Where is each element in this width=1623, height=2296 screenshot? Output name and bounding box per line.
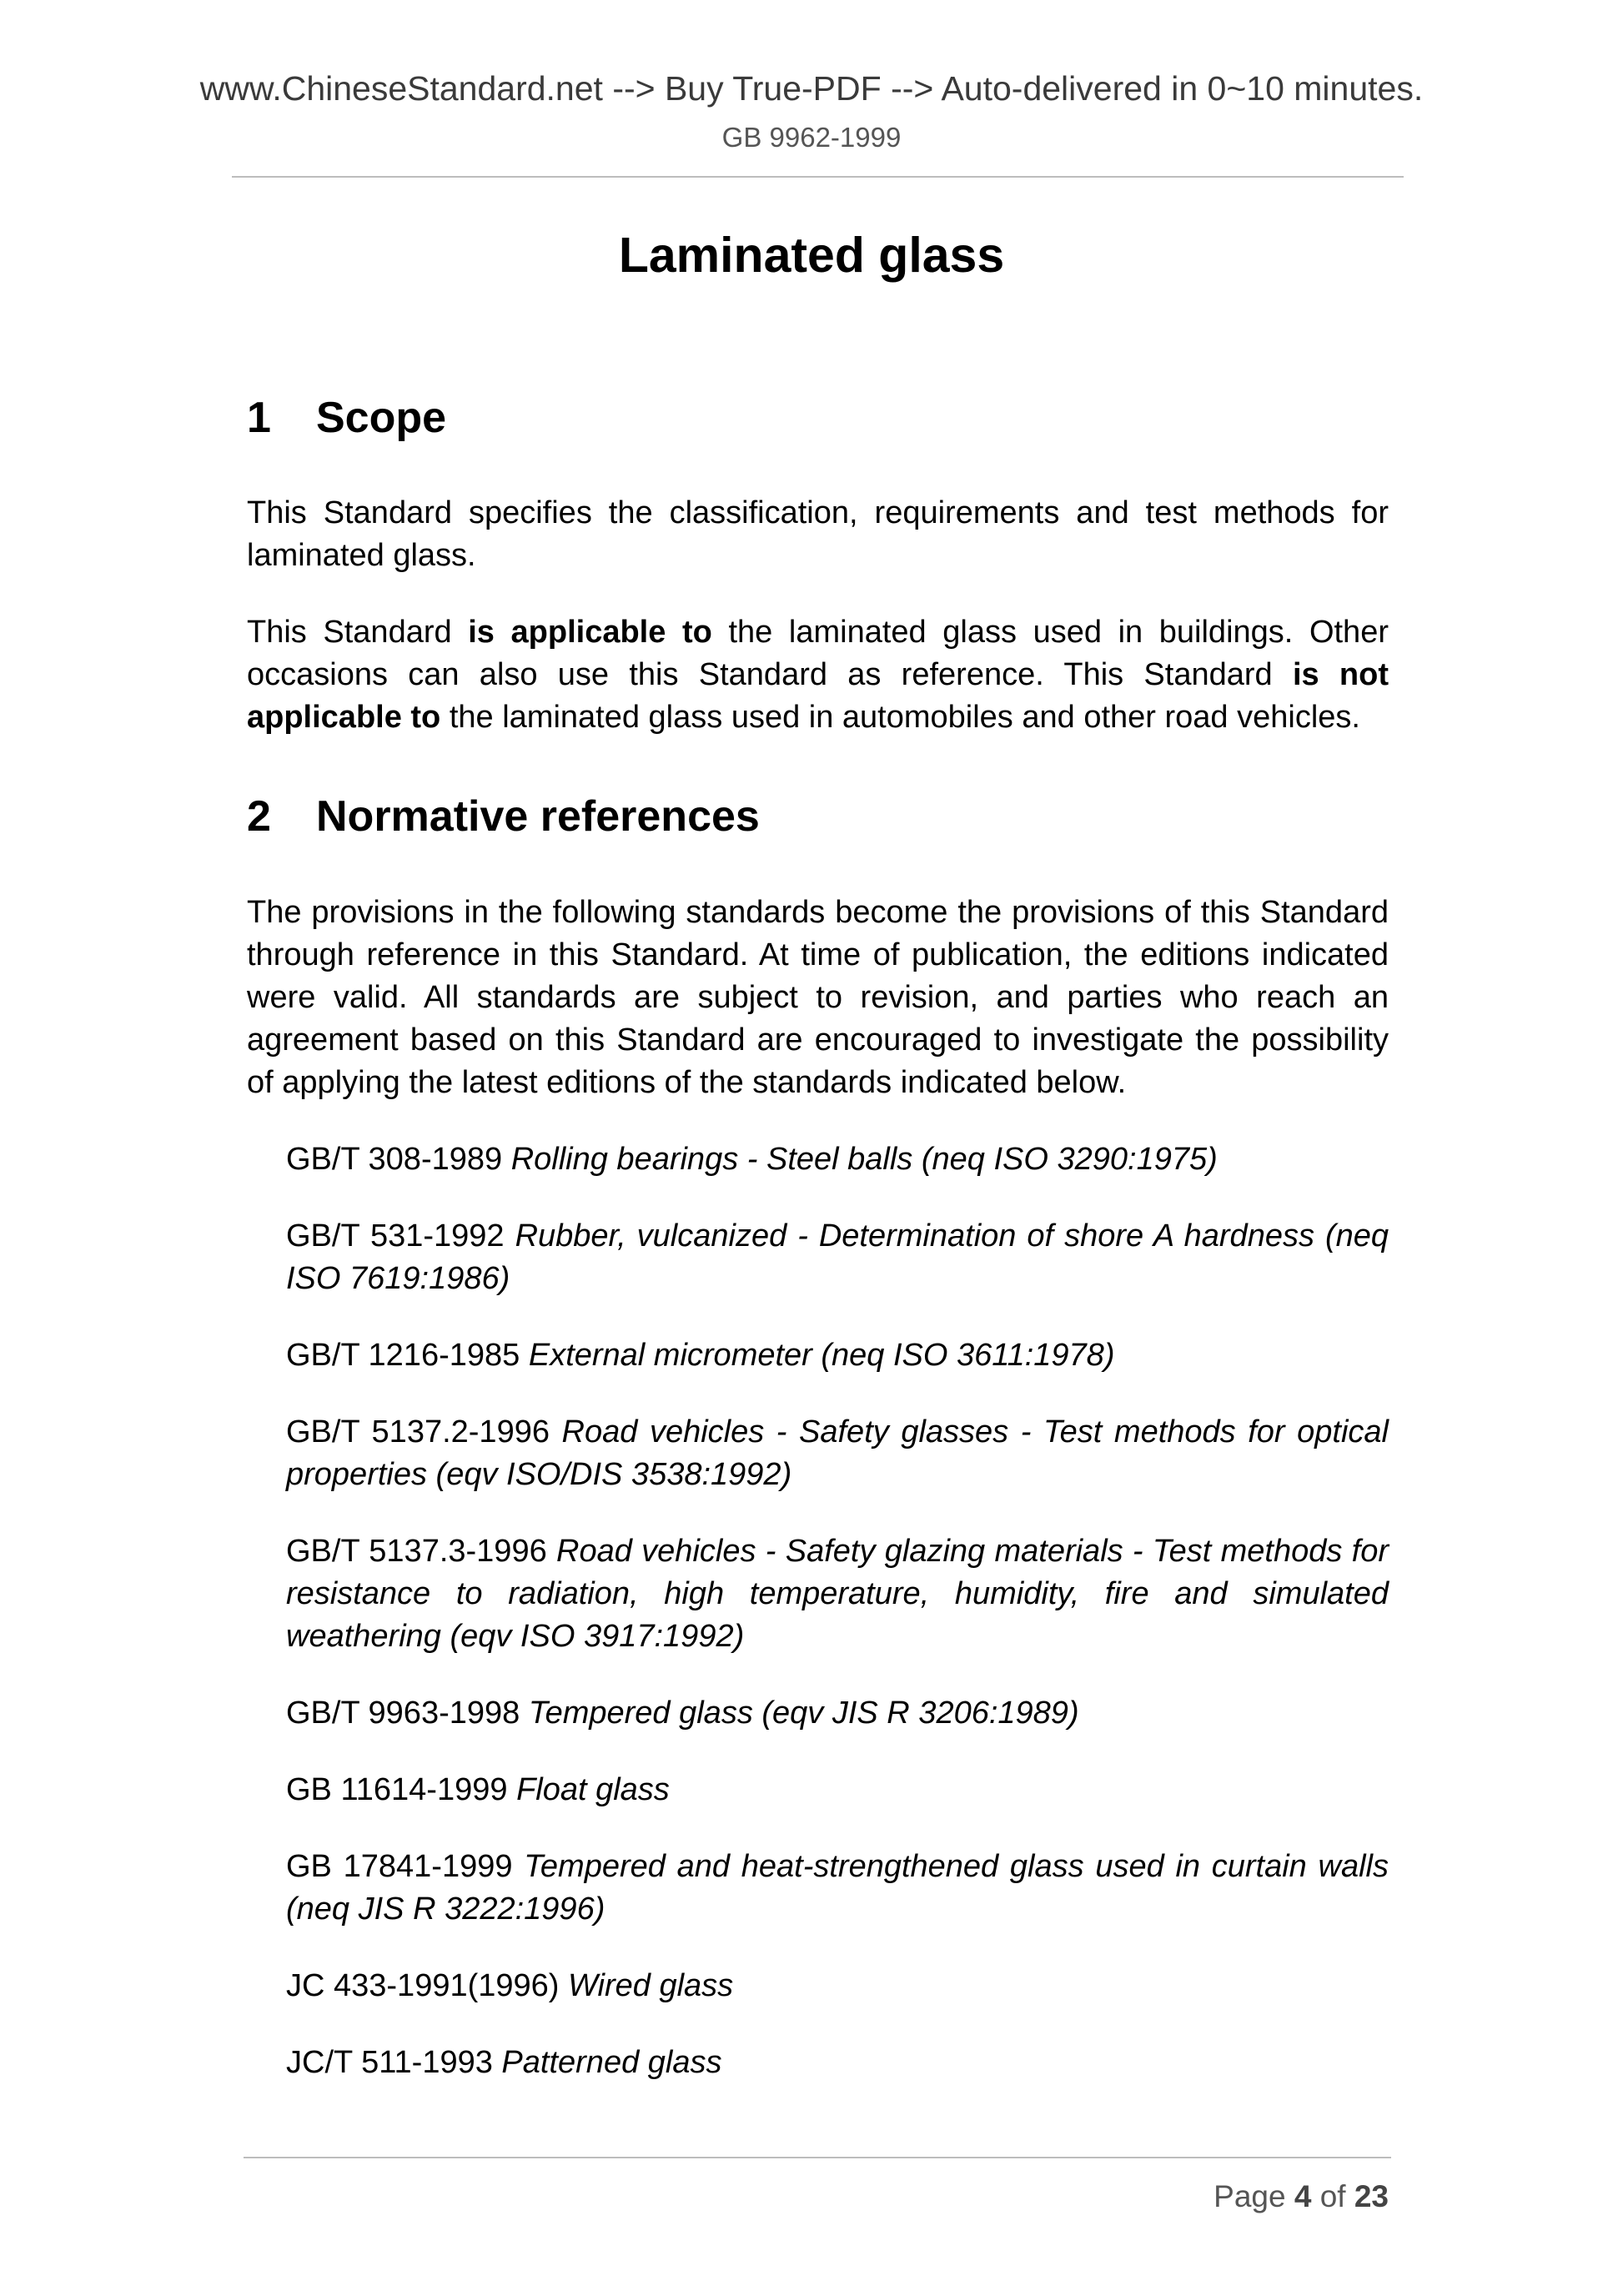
reference-code: GB 11614-1999 (286, 1772, 508, 1807)
scope-paragraph-2 (247, 611, 1389, 739)
text: This Standard (247, 615, 469, 650)
reference-code: GB/T 5137.2-1996 (286, 1414, 550, 1449)
reference-item (286, 1692, 1389, 1735)
reference-item (286, 1530, 1389, 1658)
reference-item (286, 1965, 1389, 2007)
reference-code: GB/T 9963-1998 (286, 1696, 520, 1731)
total-pages: 23 (1354, 2179, 1389, 2213)
reference-title: Wired glass (568, 1968, 734, 2003)
reference-title: Tempered glass (eqv JIS R 3206:1989) (528, 1696, 1079, 1731)
header-banner-link[interactable]: www.ChineseStandard.net --> Buy True-PDF --> Auto-delivered in 0~10 minutes. (199, 69, 1424, 108)
reference-title: Tempered and heat-strengthened glass used in curtain walls (neq JIS R 3222:1996) (286, 1849, 1389, 1927)
reference-code: JC 433-1991(1996) (286, 1968, 560, 2003)
text: the laminated glass used in automobiles and other road vehicles. (440, 700, 1360, 735)
reference-title: External micrometer (neq ISO 3611:1978) (528, 1338, 1115, 1373)
reference-item (286, 1846, 1389, 1931)
references-intro-paragraph: The provisions in the following standards become the provisions of this Standard through reference in this Standard. At time of publication, the editions indicated were valid. All standards are subject to revision, and parties who reach an agreement based on this Standard are encouraged to investigate the possibility of applying the latest editions of the standards indicated below. (247, 895, 1389, 1100)
text: the laminated glass used in buildings. Other occasions can also use this Standard as reference. This Standard (247, 615, 1389, 692)
reference-title: Rubber, vulcanized - Determination of shore A hardness (neq ISO 7619:1986) (286, 1218, 1389, 1296)
section-number: 1 (247, 394, 271, 442)
bold-text: is applicable to (468, 615, 712, 650)
reference-code: GB/T 308-1989 (286, 1142, 503, 1177)
reference-code: JC/T 511-1993 (286, 2045, 493, 2080)
reference-item (286, 1215, 1389, 1300)
page-label: Page (1213, 2179, 1286, 2213)
footer-divider (244, 2157, 1391, 2158)
section-heading-normative-references (247, 787, 760, 846)
current-page: 4 (1294, 2179, 1312, 2213)
reference-title: Float glass (516, 1772, 670, 1807)
section-title: Normative references (316, 792, 760, 841)
scope-paragraph-1: This Standard specifies the classification, requirements and test methods for laminated glass. (247, 495, 1389, 573)
reference-item (286, 2042, 1389, 2084)
reference-title: Rolling bearings - Steel balls (neq ISO 3290:1975) (510, 1142, 1218, 1177)
document-title: Laminated glass (618, 228, 1005, 283)
header-divider (232, 176, 1404, 178)
reference-title: Road vehicles - Safety glasses - Test methods for optical properties (eqv ISO/DIS 3538:1992) (286, 1414, 1389, 1492)
reference-list (286, 1138, 1389, 2118)
header-standard-number: GB 9962-1999 (721, 122, 902, 153)
reference-title: Patterned glass (501, 2045, 722, 2080)
reference-code: GB/T 5137.3-1996 (286, 1534, 547, 1569)
reference-item (286, 1334, 1389, 1377)
reference-code: GB/T 1216-1985 (286, 1338, 520, 1373)
reference-title: Road vehicles - Safety glazing materials - Test methods for resistance to radiation, high temperature, humidity, fire and simulated weathering (eqv ISO 3917:1992) (286, 1534, 1389, 1654)
reference-item (286, 1138, 1389, 1181)
reference-item (286, 1411, 1389, 1496)
section-number: 2 (247, 792, 271, 841)
reference-item (286, 1769, 1389, 1811)
reference-code: GB/T 531-1992 (286, 1218, 505, 1254)
of-label: of (1319, 2179, 1346, 2213)
page-number (244, 2177, 1389, 2217)
section-heading-scope (247, 389, 446, 447)
section-title: Scope (316, 394, 447, 442)
reference-code: GB 17841-1999 (286, 1849, 513, 1884)
bold-text: is not applicable to (247, 657, 1389, 735)
